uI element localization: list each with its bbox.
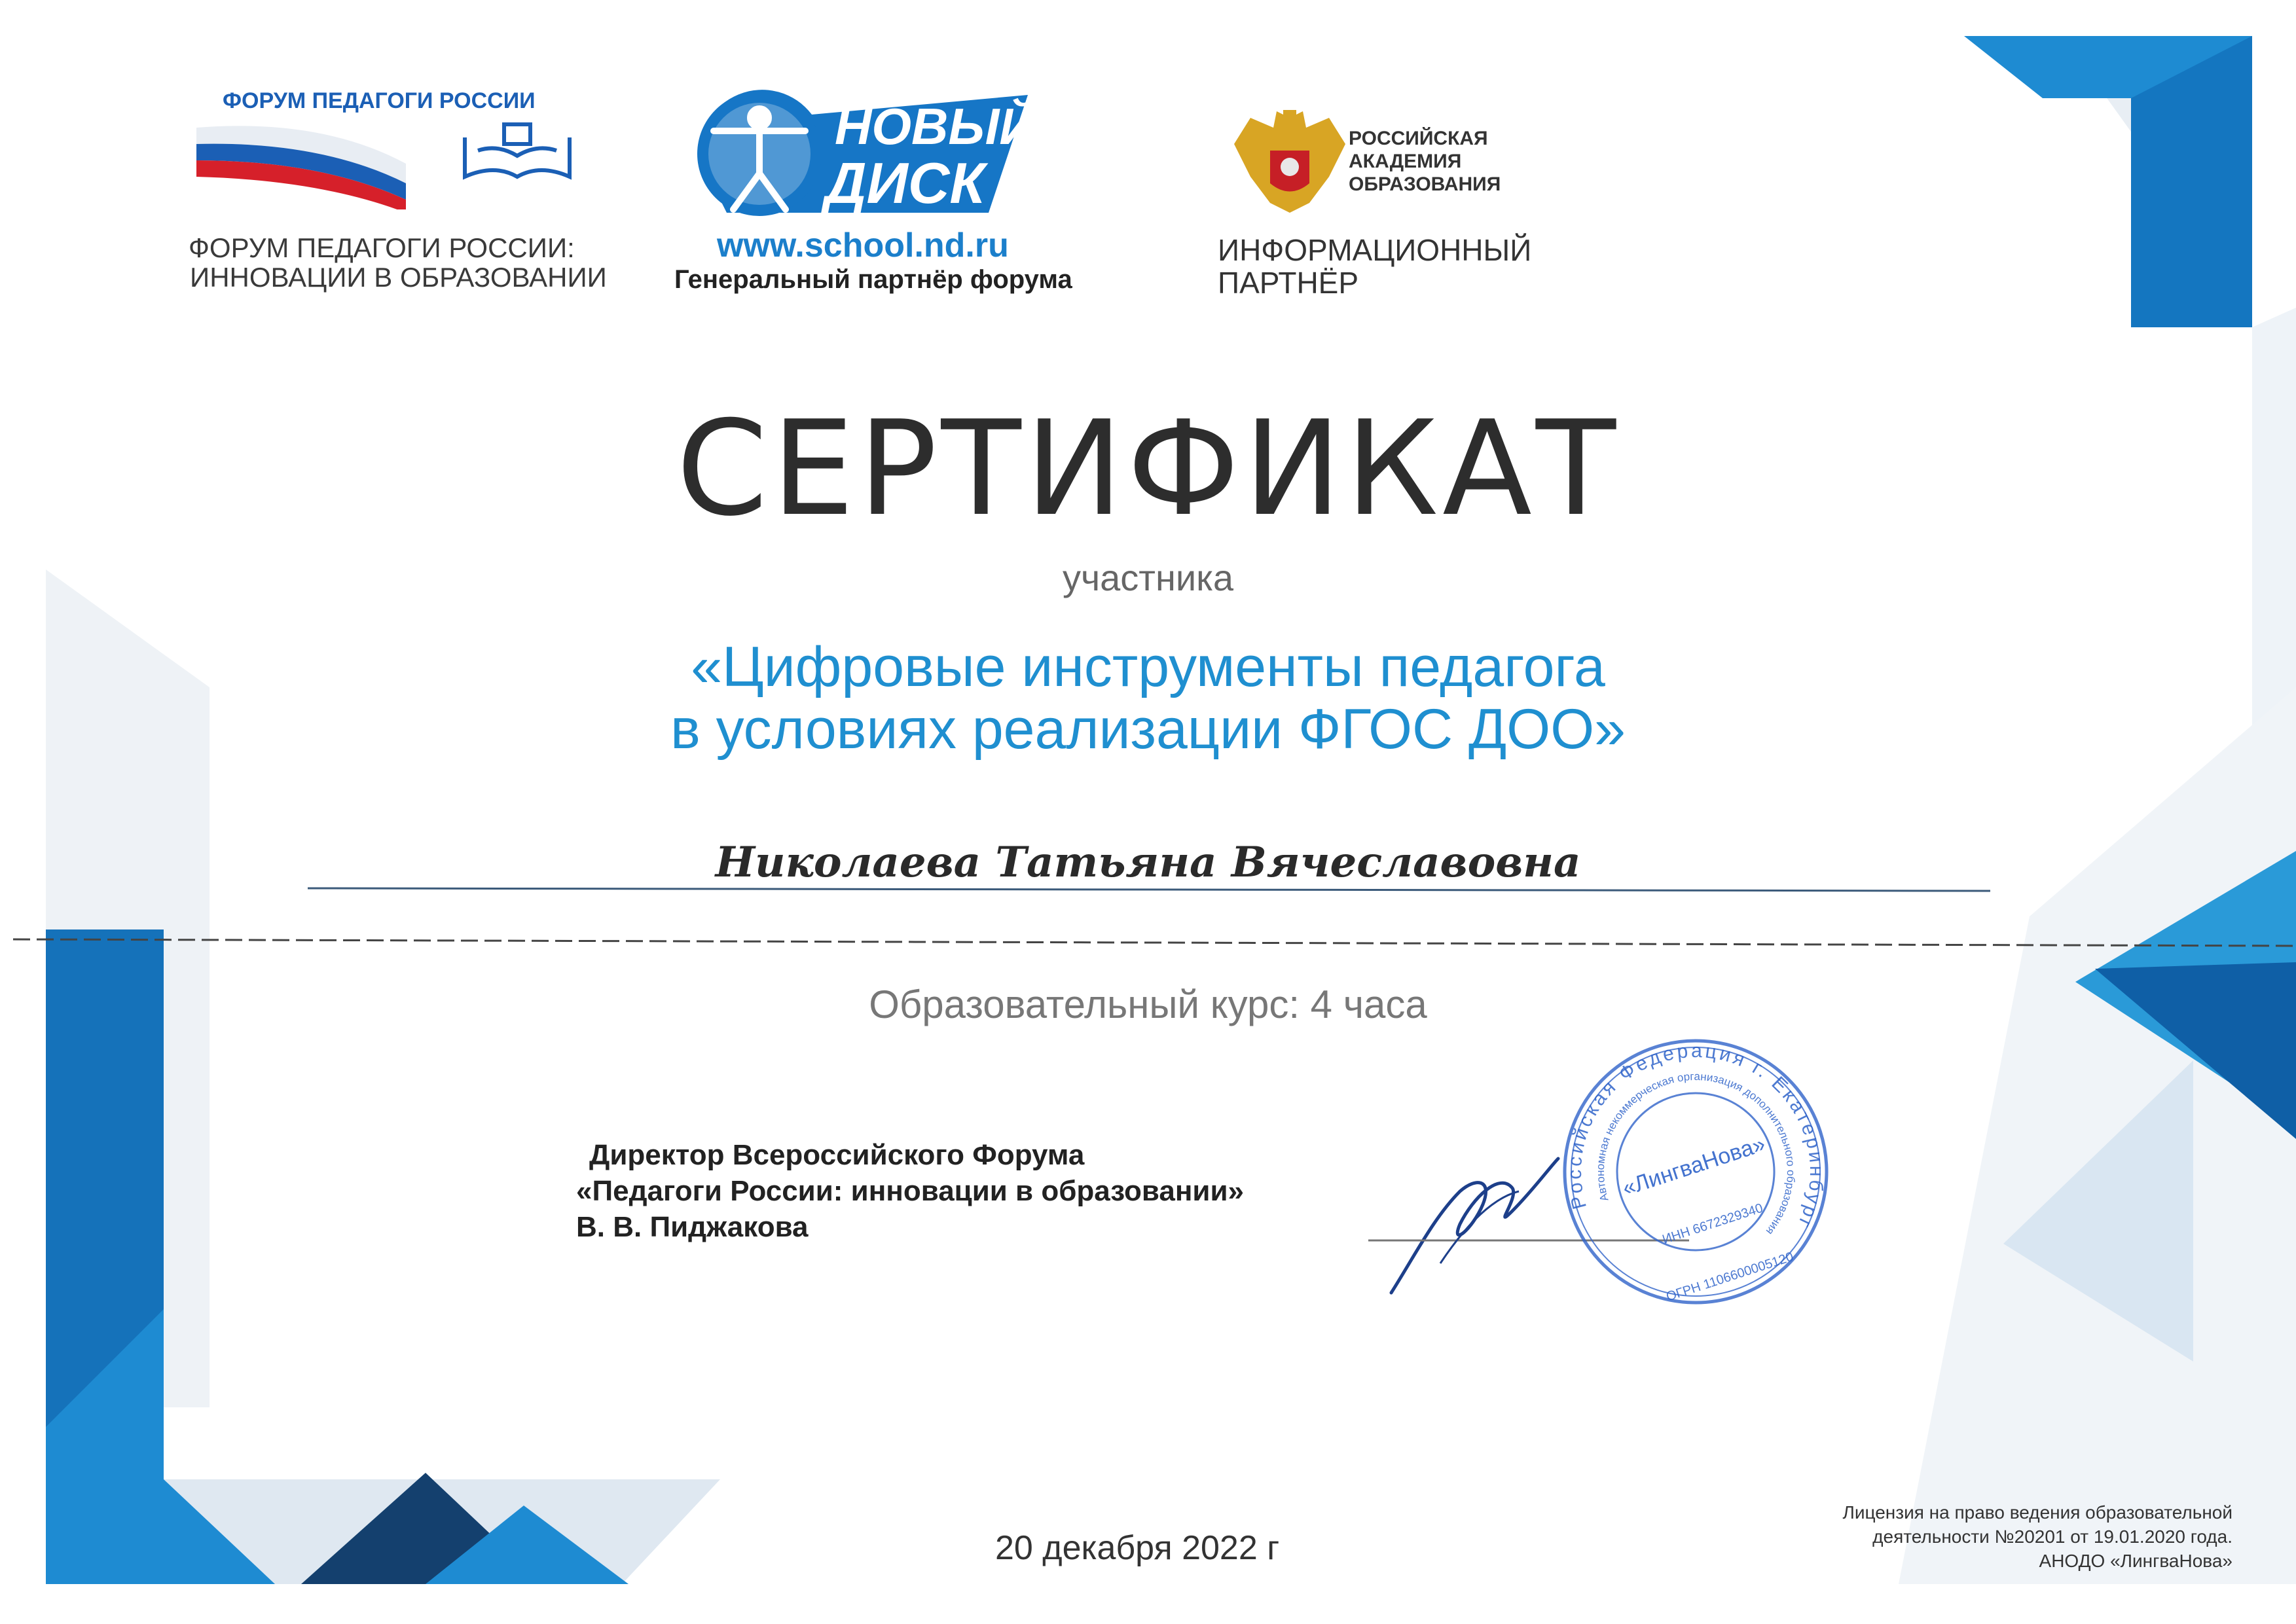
signatory-line2: «Педагоги России: инновации в образовании»	[576, 1175, 1244, 1207]
stamp-center-text: «ЛингваНова»	[1619, 1131, 1769, 1201]
signatory-line1: Директор Всероссийского Форума	[589, 1139, 1085, 1171]
nd-url: www.school.nd.ru	[717, 226, 1009, 264]
rao-line2: АКАДЕМИЯ	[1349, 151, 1462, 172]
forum-logo-text: ФОРУМ ПЕДАГОГИ РОССИИ	[223, 88, 536, 113]
nd-logo-line2: ДИСК	[825, 151, 985, 215]
stamp-inn: ИНН 6672329340	[1660, 1200, 1765, 1248]
event-title-line2: в условиях реализации ФГОС ДОО»	[670, 698, 1626, 761]
novy-disk-logo	[687, 82, 1041, 226]
stamp-inner-text: Автономная некоммерческая организация дополнительного образования	[1594, 1070, 1798, 1238]
stamp-outer-text: Российская Федерация г. Екатеринбург	[1563, 1039, 1828, 1234]
recipient-name: Николаева Татьяна Вячеславовна	[715, 838, 1581, 887]
nd-caption: Генеральный партнёр форума	[674, 265, 1072, 294]
license-line2: деятельности №20201 от 19.01.2020 года.	[1872, 1526, 2232, 1547]
event-title-line1: «Цифровые инструменты педагога	[691, 636, 1605, 698]
right-band-pale	[1899, 687, 2296, 1584]
nd-logo-line1: НОВЫЙ	[835, 98, 1036, 155]
stamp-ogrn: ОГРН 1106600005120	[1664, 1249, 1796, 1305]
certificate-title: СЕРТИФИКАТ	[676, 393, 1620, 545]
rao-caption-line2: ПАРТНЁР	[1218, 266, 1359, 300]
certificate-subtitle: участника	[1062, 557, 1234, 598]
course-duration: Образовательный курс: 4 часа	[869, 983, 1427, 1026]
signatory-line3: В. В. Пиджакова	[576, 1211, 809, 1243]
rao-line1: РОССИЙСКАЯ	[1349, 128, 1488, 149]
rao-caption-line1: ИНФОРМАЦИОННЫЙ	[1218, 233, 1532, 267]
forum-caption-line2: ИННОВАЦИИ В ОБРАЗОВАНИИ	[190, 262, 607, 293]
forum-logo	[190, 79, 583, 209]
rao-line3: ОБРАЗОВАНИЯ	[1349, 173, 1501, 195]
license-line3: АНОДО «ЛингваНова»	[2039, 1551, 2232, 1571]
coat-of-arms-icon	[1231, 105, 1349, 216]
certificate-date: 20 декабря 2022 г	[995, 1529, 1280, 1567]
book-icon	[465, 124, 570, 177]
organization-stamp	[1558, 1034, 1833, 1309]
license-line1: Лицензия на право ведения образовательной	[1842, 1502, 2232, 1523]
forum-caption-line1: ФОРУМ ПЕДАГОГИ РОССИИ:	[189, 232, 575, 263]
recipient-underline	[308, 888, 1990, 891]
fold-line	[13, 939, 2296, 946]
